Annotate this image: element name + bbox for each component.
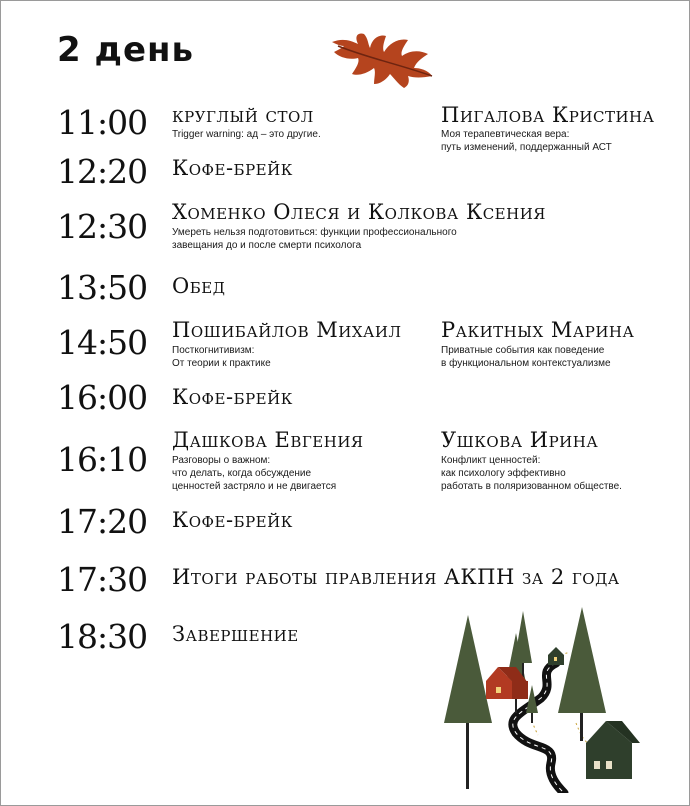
session-subtitle: Trigger warning: ад – это другие.: [172, 129, 321, 140]
session-subtitle-2: Конфликт ценностей: как психологу эффективно работать в поляризованном обществе.: [441, 455, 622, 492]
session-title: Кофе-брейк: [172, 508, 293, 532]
time-label: 16:00: [57, 378, 148, 417]
time-label: 13:50: [57, 268, 148, 307]
session-title: Обед: [172, 274, 226, 298]
time-label: 17:20: [57, 502, 148, 541]
time-label: 16:10: [57, 440, 148, 479]
time-label: 17:30: [57, 560, 148, 599]
session-title: Завершение: [172, 622, 299, 646]
time-label: 14:50: [57, 323, 148, 362]
session-subtitle: Разговоры о важном: что делать, когда обсуждение ценностей застряло и не двигается: [172, 455, 337, 492]
session-title: круглый стол: [172, 103, 314, 127]
session-title-2: Ракитных Марина: [441, 318, 635, 342]
session-title: Дашкова Евгения: [172, 428, 364, 452]
session-title: Итоги работы правления АКПН за 2 года: [172, 565, 620, 589]
session-subtitle: Посткогнитивизм: От теории к практике: [172, 345, 271, 369]
session-subtitle-2: Моя терапевтическая вера: путь изменений, поддержанный АСТ: [441, 129, 612, 153]
small-house-icon: [548, 647, 564, 665]
day-title: 2 день: [57, 30, 195, 70]
time-label: 18:30: [57, 617, 148, 656]
time-label: 12:20: [57, 152, 148, 191]
session-subtitle-2: Приватные события как поведение в функциональном контекстуализме: [441, 345, 611, 369]
session-title: Пошибайлов Михаил: [172, 318, 402, 342]
tree-icon: [558, 607, 606, 741]
tree-icon: [444, 615, 492, 789]
session-title: Кофе-брейк: [172, 156, 293, 180]
forest-illustration: [436, 603, 656, 793]
time-label: 11:00: [57, 103, 148, 142]
green-house-icon: [586, 721, 640, 779]
session-subtitle: Умереть нельзя подготовиться: функции профессионального завещания до и после смерти психолога: [172, 227, 457, 251]
session-title-2: Ушкова Ирина: [441, 428, 599, 452]
oak-leaf-icon: [328, 28, 440, 90]
time-label: 12:30: [57, 207, 148, 246]
session-title-2: Пигалова Кристина: [441, 103, 655, 127]
session-title: Хоменко Олеся и Колкова Ксения: [172, 200, 546, 224]
session-title: Кофе-брейк: [172, 385, 293, 409]
